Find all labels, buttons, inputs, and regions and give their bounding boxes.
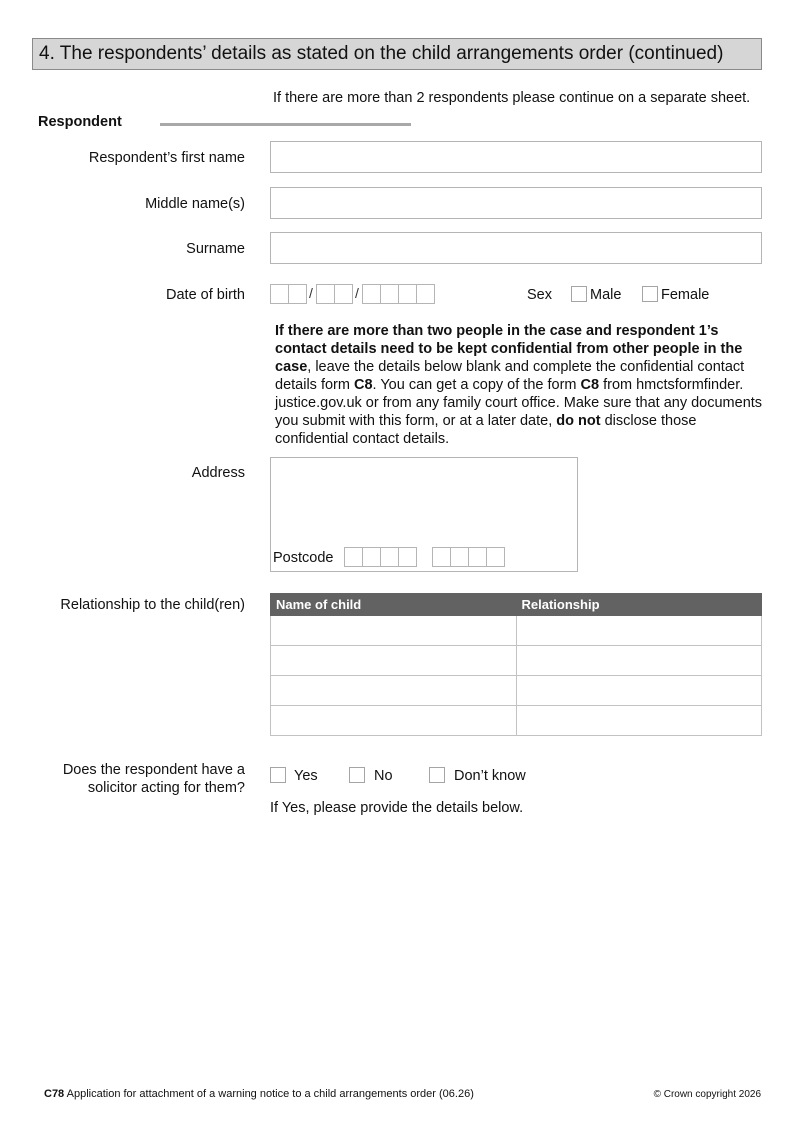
confidential-text: . You can get a copy of the form: [372, 377, 581, 393]
dob-label: Date of birth: [166, 287, 245, 303]
solicitor-dont-know-label: Don’t know: [454, 768, 526, 784]
dob-day-digit[interactable]: [270, 284, 289, 304]
solicitor-question-line: Does the respondent have a: [62, 762, 245, 778]
footer-form-info: [44, 1088, 474, 1100]
confidential-text: from hmctsformfinder. justice.gov.uk or from any family court office. Make sure that any documents you submit with this form, or at a later date,: [275, 377, 763, 429]
table-row: [271, 646, 762, 676]
relationship-label: Relationship to the child(ren): [60, 597, 245, 613]
section-title: 4. The respondents’ details as stated on the child arrangements order (continued): [32, 38, 762, 70]
table-header-row: [271, 594, 762, 616]
sex-female-label: Female: [661, 287, 710, 303]
surname-label: Surname: [186, 241, 245, 257]
middle-name-label: Middle name(s): [145, 196, 245, 212]
postcode-outward: [344, 547, 416, 567]
relationship-cell[interactable]: [516, 616, 762, 646]
postcode-char-box[interactable]: [432, 547, 451, 567]
child-name-cell[interactable]: [271, 646, 517, 676]
relationship-table: [270, 593, 762, 736]
form-code: C8: [353, 377, 373, 393]
footer-copyright: © Crown copyright 2026: [653, 1089, 761, 1100]
column-header-relationship: Relationship: [516, 594, 762, 616]
confidential-notice: [275, 322, 765, 448]
child-name-cell[interactable]: [271, 676, 517, 706]
confidential-bold-text: If there are more than two people in the case and respondent 1’s contact details need to be kept confidential from other people in the case: [275, 323, 743, 375]
postcode-char-box[interactable]: [450, 547, 469, 567]
middle-name-field[interactable]: [270, 187, 762, 219]
sex-female-checkbox[interactable]: [642, 286, 658, 302]
relationship-cell[interactable]: [516, 676, 762, 706]
postcode-char-box[interactable]: [486, 547, 505, 567]
first-name-label: Respondent’s first name: [88, 150, 245, 166]
solicitor-dont-know-checkbox[interactable]: [429, 767, 445, 783]
dob-year-digit[interactable]: [380, 284, 399, 304]
respondent-heading: Respondent: [38, 114, 122, 130]
confidential-text: , leave the details below blank and complete the confidential contact details form: [275, 359, 745, 393]
if-yes-note: If Yes, please provide the details below.: [270, 800, 524, 816]
postcode-char-box[interactable]: [380, 547, 399, 567]
do-not-emphasis: do not: [556, 413, 601, 429]
dob-month: [316, 284, 352, 304]
surname-field[interactable]: [270, 232, 762, 264]
dob-separator: /: [355, 285, 359, 301]
table-row: [271, 676, 762, 706]
postcode-char-box[interactable]: [398, 547, 417, 567]
dob-day: [270, 284, 306, 304]
footer-form-title: Application for attachment of a warning notice to a child arrangements order (06.26): [64, 1088, 474, 1100]
heading-divider: [160, 123, 411, 126]
dob-year-digit[interactable]: [362, 284, 381, 304]
form-code: C8: [580, 377, 600, 393]
continuation-note: If there are more than 2 respondents please continue on a separate sheet.: [273, 90, 751, 106]
postcode-label: Postcode: [273, 550, 334, 566]
dob-day-digit[interactable]: [288, 284, 307, 304]
sex-male-label: Male: [590, 287, 622, 303]
relationship-cell[interactable]: [516, 706, 762, 736]
relationship-cell[interactable]: [516, 646, 762, 676]
footer-form-code: C78: [44, 1088, 65, 1100]
child-name-cell[interactable]: [271, 616, 517, 646]
postcode-char-box[interactable]: [468, 547, 487, 567]
first-name-field[interactable]: [270, 141, 762, 173]
dob-year: [362, 284, 434, 304]
postcode-inward: [432, 547, 504, 567]
postcode-char-box[interactable]: [344, 547, 363, 567]
child-name-cell[interactable]: [271, 706, 517, 736]
address-label: Address: [191, 465, 245, 481]
solicitor-question: [63, 761, 245, 797]
dob-month-digit[interactable]: [316, 284, 335, 304]
solicitor-no-checkbox[interactable]: [349, 767, 365, 783]
dob-month-digit[interactable]: [334, 284, 353, 304]
column-header-name-of-child: Name of child: [271, 594, 517, 616]
table-row: [271, 616, 762, 646]
dob-separator: /: [309, 285, 313, 301]
solicitor-yes-label: Yes: [294, 768, 318, 784]
sex-label: Sex: [527, 287, 552, 303]
solicitor-no-label: No: [374, 768, 393, 784]
dob-year-digit[interactable]: [416, 284, 435, 304]
table-row: [271, 706, 762, 736]
confidential-text: disclose those confidential contact details.: [275, 413, 697, 447]
dob-year-digit[interactable]: [398, 284, 417, 304]
solicitor-yes-checkbox[interactable]: [270, 767, 286, 783]
solicitor-question-line: solicitor acting for them?: [87, 780, 245, 796]
sex-male-checkbox[interactable]: [571, 286, 587, 302]
postcode-char-box[interactable]: [362, 547, 381, 567]
